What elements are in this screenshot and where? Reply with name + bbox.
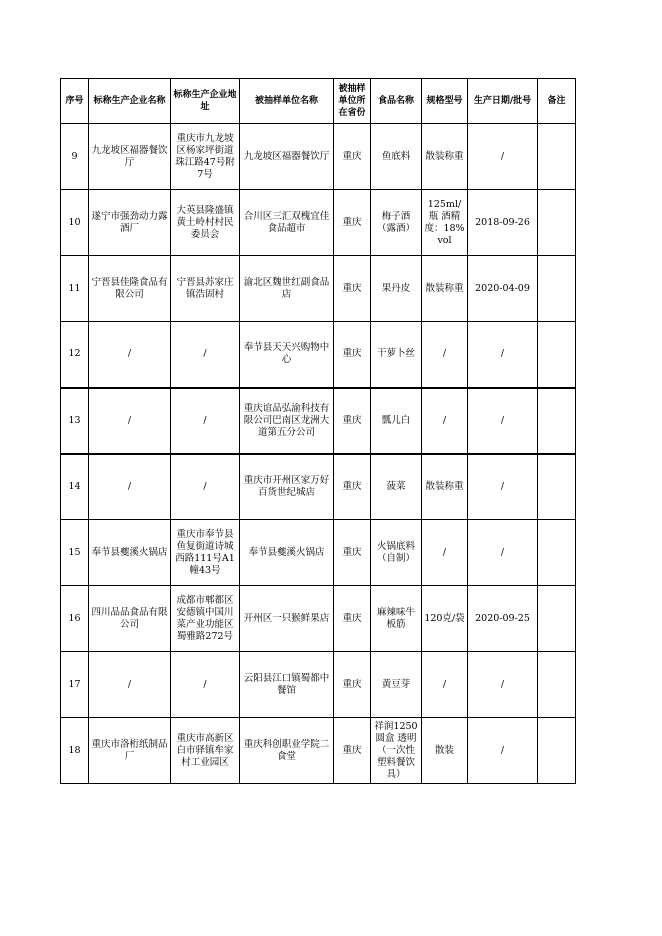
cell-province: 重庆 [334, 322, 371, 388]
cell-remarks [538, 718, 576, 784]
cell-spec: / [422, 520, 468, 586]
table-row [61, 190, 576, 256]
cell-province: 重庆 [334, 388, 371, 454]
cell-province: 重庆 [334, 124, 371, 190]
table-row [61, 124, 576, 190]
header-province: 被抽样单位所在省份 [334, 79, 371, 124]
cell-manufacturer-address: 宁晋县苏家庄镇浩固村 [171, 256, 240, 322]
table-row [61, 520, 576, 586]
cell-food-name: 瓢儿白 [371, 388, 422, 454]
cell-manufacturer-address: 重庆市九龙坡区杨家坪街道珠江路47号附7号 [171, 124, 240, 190]
cell-index: 16 [61, 586, 89, 652]
cell-food-name: 干萝卜丝 [371, 322, 422, 388]
cell-province: 重庆 [334, 586, 371, 652]
header-remarks: 备注 [538, 79, 576, 124]
cell-spec: / [422, 652, 468, 718]
cell-food-name: 祥润1250圆盒 透明（一次性塑料餐饮具） [371, 718, 422, 784]
cell-sampled-unit: 九龙坡区福器餐饮厅 [240, 124, 334, 190]
header-spec: 规格型号 [422, 79, 468, 124]
cell-manufacturer-name: 九龙坡区福器餐饮厅 [89, 124, 171, 190]
cell-production-date: 2020-04-09 [468, 256, 538, 322]
cell-province: 重庆 [334, 256, 371, 322]
cell-province: 重庆 [334, 190, 371, 256]
table-row [61, 586, 576, 652]
cell-spec: 125ml/瓶 酒精度：18%vol [422, 190, 468, 256]
header-food-name: 食品名称 [371, 79, 422, 124]
cell-food-name: 鱼底料 [371, 124, 422, 190]
cell-manufacturer-address: / [171, 454, 240, 520]
cell-province: 重庆 [334, 652, 371, 718]
cell-index: 15 [61, 520, 89, 586]
header-manufacturer-address: 标称生产企业地址 [171, 79, 240, 124]
cell-remarks [538, 652, 576, 718]
cell-manufacturer-name: 遂宁市强劲动力露酒厂 [89, 190, 171, 256]
cell-manufacturer-address: 重庆市奉节县鱼复街道诗城西路111号A1幢43号 [171, 520, 240, 586]
header-production-date: 生产日期/批号 [468, 79, 538, 124]
cell-sampled-unit: 重庆科创职业学院二食堂 [240, 718, 334, 784]
cell-remarks [538, 388, 576, 454]
cell-food-name: 梅子酒（露酒） [371, 190, 422, 256]
cell-remarks [538, 586, 576, 652]
cell-spec: 120克/袋 [422, 586, 468, 652]
cell-production-date: / [468, 124, 538, 190]
cell-sampled-unit: 云阳县江口镇蜀都中餐馆 [240, 652, 334, 718]
cell-province: 重庆 [334, 454, 371, 520]
cell-production-date: 2018-09-26 [468, 190, 538, 256]
cell-production-date: / [468, 520, 538, 586]
cell-remarks [538, 454, 576, 520]
cell-manufacturer-address: / [171, 322, 240, 388]
cell-manufacturer-name: 重庆市洛桁纸制品厂 [89, 718, 171, 784]
cell-remarks [538, 124, 576, 190]
cell-production-date: / [468, 718, 538, 784]
cell-manufacturer-name: 四川品品食品有限公司 [89, 586, 171, 652]
cell-sampled-unit: 渝北区魏世红副食品店 [240, 256, 334, 322]
cell-sampled-unit: 重庆市开州区家万好百货世纪城店 [240, 454, 334, 520]
cell-province: 重庆 [334, 718, 371, 784]
cell-remarks [538, 322, 576, 388]
cell-manufacturer-name: / [89, 322, 171, 388]
cell-sampled-unit: 重庆谊品弘渝科技有限公司巴南区龙洲大道第五分公司 [240, 388, 334, 454]
table-row [61, 388, 576, 454]
cell-sampled-unit: 开州区一只猴鲜果店 [240, 586, 334, 652]
cell-sampled-unit: 合川区三汇双槐宜佳食品超市 [240, 190, 334, 256]
cell-manufacturer-address: 大英县隆盛镇黄土岭村村民委员会 [171, 190, 240, 256]
header-sampled-unit: 被抽样单位名称 [240, 79, 334, 124]
table-row [61, 454, 576, 520]
cell-province: 重庆 [334, 520, 371, 586]
cell-remarks [538, 256, 576, 322]
cell-sampled-unit: 奉节县夔溪火锅店 [240, 520, 334, 586]
cell-manufacturer-name: / [89, 388, 171, 454]
cell-manufacturer-address: / [171, 388, 240, 454]
cell-manufacturer-address: / [171, 652, 240, 718]
cell-spec: 散装称重 [422, 256, 468, 322]
header-index: 序号 [61, 79, 89, 124]
cell-index: 9 [61, 124, 89, 190]
cell-manufacturer-address: 成都市郫都区安德镇中国川菜产业功能区蜀雅路272号 [171, 586, 240, 652]
table-row [61, 652, 576, 718]
cell-sampled-unit: 奉节县天天兴购物中心 [240, 322, 334, 388]
cell-production-date: / [468, 454, 538, 520]
cell-manufacturer-name: 宁晋县佳隆食品有限公司 [89, 256, 171, 322]
table-row [61, 718, 576, 784]
cell-spec: 散装称重 [422, 124, 468, 190]
cell-spec: / [422, 388, 468, 454]
cell-food-name: 果丹皮 [371, 256, 422, 322]
cell-index: 17 [61, 652, 89, 718]
cell-spec: / [422, 322, 468, 388]
cell-index: 13 [61, 388, 89, 454]
cell-production-date: / [468, 388, 538, 454]
header-row [61, 79, 576, 124]
cell-manufacturer-name: / [89, 454, 171, 520]
cell-manufacturer-address: 重庆市高新区白市驿镇牟家村工业园区 [171, 718, 240, 784]
cell-food-name: 菠菜 [371, 454, 422, 520]
cell-food-name: 火锅底料（自制） [371, 520, 422, 586]
header-manufacturer-name: 标称生产企业名称 [89, 79, 171, 124]
cell-remarks [538, 190, 576, 256]
cell-production-date: / [468, 652, 538, 718]
cell-food-name: 麻辣味牛板筋 [371, 586, 422, 652]
cell-spec: 散装 [422, 718, 468, 784]
cell-index: 18 [61, 718, 89, 784]
cell-manufacturer-name: / [89, 652, 171, 718]
cell-spec: 散装称重 [422, 454, 468, 520]
cell-index: 10 [61, 190, 89, 256]
inspection-table [60, 78, 576, 784]
cell-production-date: 2020-09-25 [468, 586, 538, 652]
cell-index: 11 [61, 256, 89, 322]
cell-index: 14 [61, 454, 89, 520]
cell-index: 12 [61, 322, 89, 388]
cell-production-date: / [468, 322, 538, 388]
table-row [61, 322, 576, 388]
cell-food-name: 黄豆芽 [371, 652, 422, 718]
table-row [61, 256, 576, 322]
cell-remarks [538, 520, 576, 586]
cell-manufacturer-name: 奉节县夔溪火锅店 [89, 520, 171, 586]
